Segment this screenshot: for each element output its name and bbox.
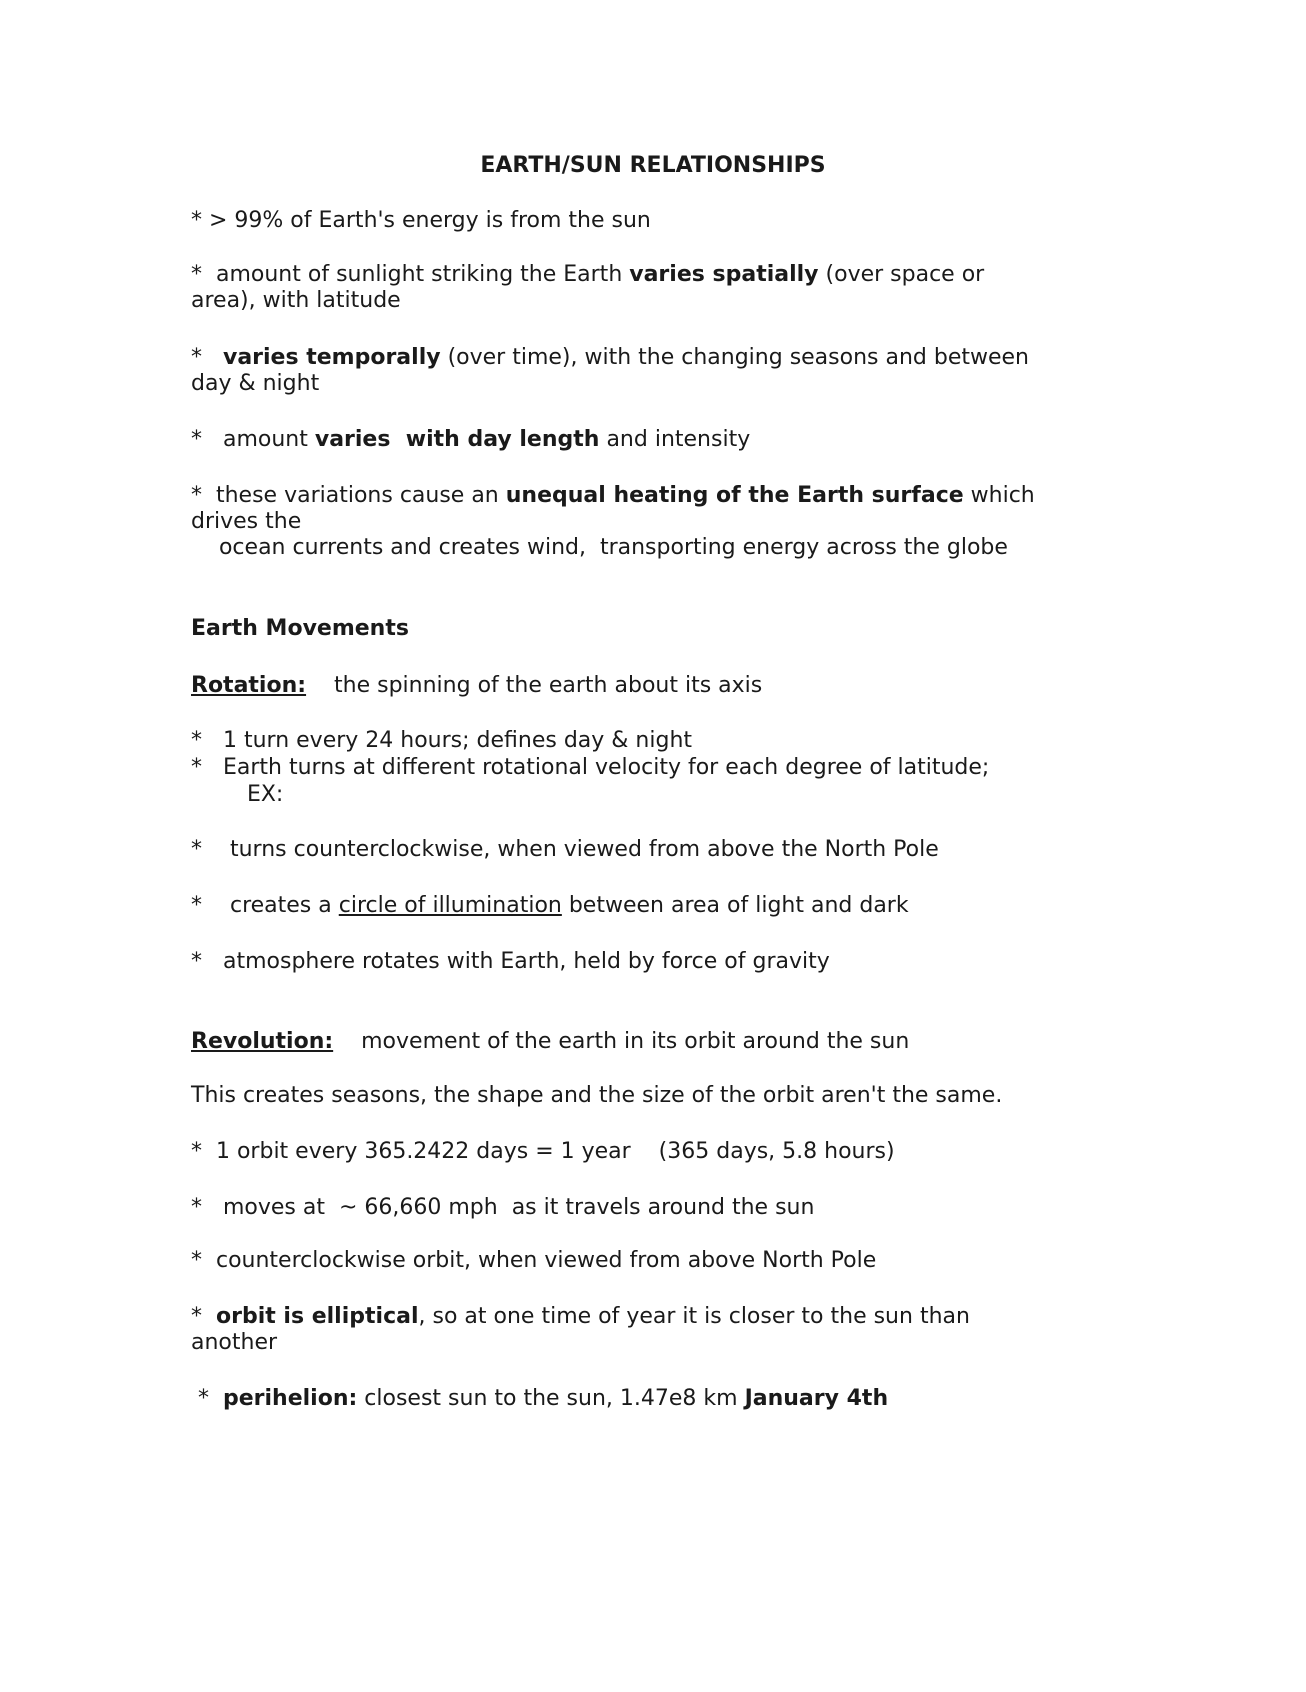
underlined-term-circle-of-illumination: circle of illumination — [338, 893, 562, 918]
intro-line-unequal-heating-cont: drives the — [191, 509, 302, 534]
rotation-bullet-counterclockwise: * turns counterclockwise, when viewed from above the North Pole — [191, 837, 939, 862]
bold-term-varies-spatially: varies spatially — [629, 262, 819, 287]
bold-term-unequal-heating: unequal heating of the Earth surface — [505, 483, 964, 508]
intro-line-ocean-currents: ocean currents and creates wind, transporting energy across the globe — [191, 535, 1008, 560]
revolution-bullet-elliptical-cont: another — [191, 1330, 278, 1355]
text-segment: the spinning of the earth about its axis — [306, 673, 763, 698]
revolution-note-seasons: This creates seasons, the shape and the size of the orbit aren't the same. — [191, 1083, 1003, 1108]
bold-term-varies-temporally: varies temporally — [222, 345, 441, 370]
text-segment: closest sun to the sun, 1.47e8 km — [357, 1386, 745, 1411]
bold-term-day-length: varies with day length — [314, 427, 600, 452]
rotation-bullet-velocity: * Earth turns at different rotational velocity for each degree of latitude; — [191, 755, 990, 780]
bold-term-perihelion: perihelion: — [222, 1386, 358, 1411]
text-segment: * creates a — [191, 893, 339, 918]
intro-line-energy: * > 99% of Earth's energy is from the sun — [191, 208, 651, 233]
text-segment: and intensity — [599, 427, 751, 452]
rotation-bullet-turn: * 1 turn every 24 hours; defines day & night — [191, 728, 693, 753]
intro-line-unequal-heating — [191, 483, 1035, 509]
revolution-bullet-perihelion — [191, 1386, 888, 1412]
revolution-definition — [191, 1029, 909, 1055]
intro-line-spatial — [191, 262, 984, 288]
text-segment: * — [191, 1304, 216, 1329]
text-segment: , so at one time of year it is closer to the sun than — [418, 1304, 970, 1329]
rotation-definition — [191, 673, 762, 699]
intro-line-spatial-cont: area), with latitude — [191, 288, 401, 313]
intro-line-temporal — [191, 345, 1029, 371]
text-segment: which — [963, 483, 1035, 508]
revolution-bullet-counterclockwise: * counterclockwise orbit, when viewed from above North Pole — [191, 1248, 877, 1273]
revolution-bullet-orbit-period: * 1 orbit every 365.2422 days = 1 year (365 days, 5.8 hours) — [191, 1139, 895, 1164]
text-segment: (over space or — [818, 262, 985, 287]
rotation-bullet-illumination — [191, 893, 909, 919]
section-heading-earth-movements: Earth Movements — [191, 616, 409, 641]
rotation-bullet-atmosphere: * atmosphere rotates with Earth, held by force of gravity — [191, 949, 830, 974]
rotation-label: Rotation: — [191, 673, 307, 698]
intro-line-day-length — [191, 427, 750, 453]
bold-date-january-4th: January 4th — [744, 1386, 889, 1411]
revolution-bullet-elliptical — [191, 1304, 970, 1330]
page-title: EARTH/SUN RELATIONSHIPS — [480, 153, 826, 178]
text-segment: * amount — [191, 427, 315, 452]
text-segment: * these variations cause an — [191, 483, 506, 508]
text-segment: between area of light and dark — [561, 893, 909, 918]
bold-term-orbit-elliptical: orbit is elliptical — [216, 1304, 419, 1329]
text-segment: movement of the earth in its orbit around the sun — [333, 1029, 910, 1054]
rotation-bullet-velocity-cont: EX: — [191, 782, 284, 807]
revolution-label: Revolution: — [191, 1029, 334, 1054]
text-segment: * amount of sunlight striking the Earth — [191, 262, 630, 287]
text-segment: * — [191, 1386, 223, 1411]
revolution-bullet-speed: * moves at ~ 66,660 mph as it travels around the sun — [191, 1195, 815, 1220]
text-segment: (over time), with the changing seasons and between — [440, 345, 1030, 370]
text-segment: * — [191, 345, 223, 370]
intro-line-temporal-cont: day & night — [191, 371, 320, 396]
